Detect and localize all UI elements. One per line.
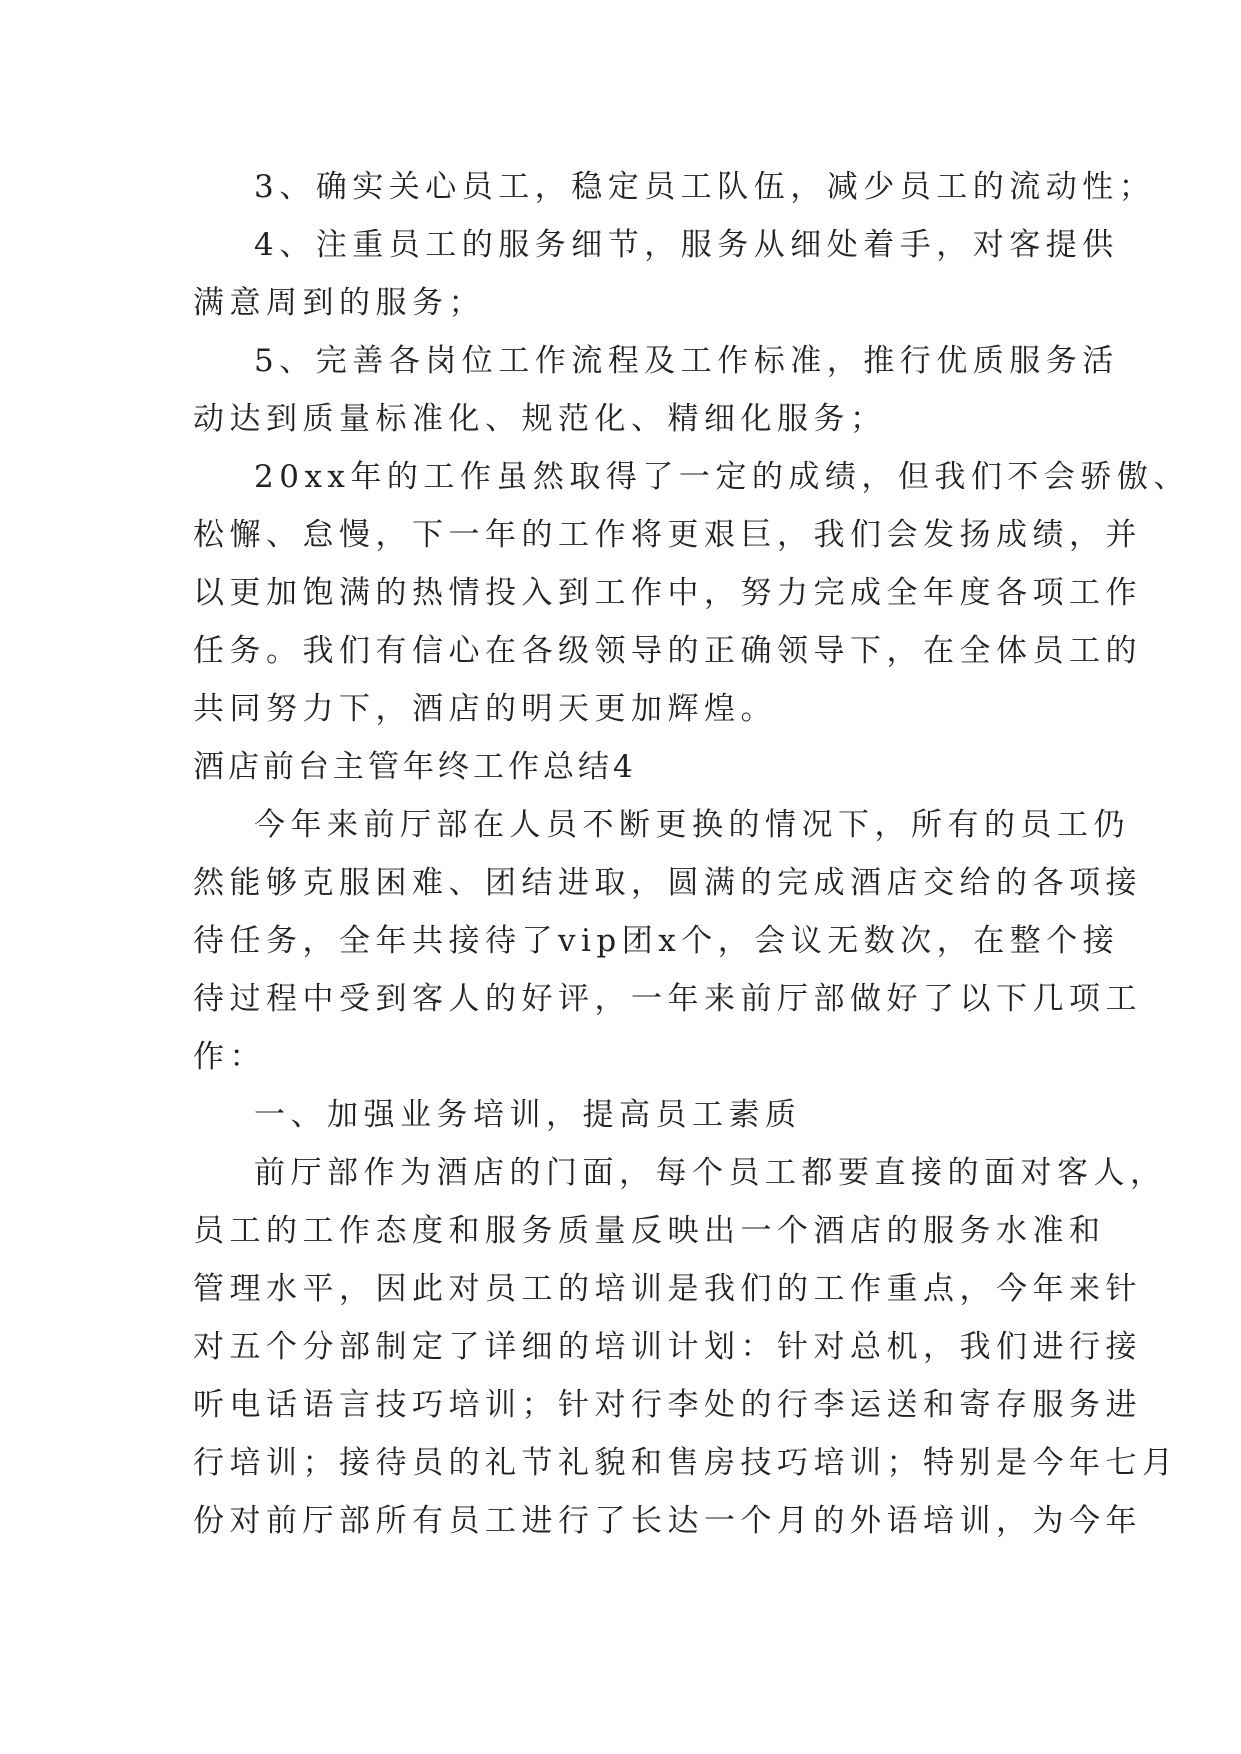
paragraph-line: 听电话语言技巧培训；针对行李处的行李运送和寄存服务进 bbox=[193, 1387, 1142, 1423]
paragraph-line: 5、完善各岗位工作流程及工作标准，推行优质服务活 bbox=[254, 343, 1119, 379]
paragraph-line: 管理水平，因此对员工的培训是我们的工作重点，今年来针 bbox=[193, 1271, 1142, 1307]
paragraph-line: 任务。我们有信心在各级领导的正确领导下，在全体员工的 bbox=[193, 633, 1142, 669]
paragraph-line: 共同努力下，酒店的明天更加辉煌。 bbox=[193, 691, 777, 727]
paragraph-line: 3、确实关心员工，稳定员工队伍，减少员工的流动性； bbox=[254, 169, 1156, 205]
paragraph-line: 待任务，全年共接待了vip团x个，会议无数次，在整个接 bbox=[193, 923, 1120, 959]
paragraph-line: 前厅部作为酒店的门面，每个员工都要直接的面对客人， bbox=[254, 1155, 1167, 1191]
paragraph-line: 满意周到的服务； bbox=[193, 285, 485, 321]
paragraph-line: 行培训；接待员的礼节礼貌和售房技巧培训；特别是今年七月 bbox=[193, 1445, 1179, 1481]
paragraph-line: 松懈、怠慢，下一年的工作将更艰巨，我们会发扬成绩，并 bbox=[193, 517, 1142, 553]
paragraph-line: 作： bbox=[193, 1039, 266, 1075]
paragraph-line: 以更加饱满的热情投入到工作中，努力完成全年度各项工作 bbox=[193, 575, 1142, 611]
paragraph-line: 对五个分部制定了详细的培训计划：针对总机，我们进行接 bbox=[193, 1329, 1142, 1365]
paragraph-line: 待过程中受到客人的好评，一年来前厅部做好了以下几项工 bbox=[193, 981, 1142, 1017]
subsection-heading: 一、加强业务培训，提高员工素质 bbox=[254, 1097, 802, 1133]
paragraph-line: 今年来前厅部在人员不断更换的情况下，所有的员工仍 bbox=[254, 807, 1130, 843]
paragraph-line: 动达到质量标准化、规范化、精细化服务； bbox=[193, 401, 887, 437]
paragraph-line: 份对前厅部所有员工进行了长达一个月的外语培训，为今年 bbox=[193, 1503, 1142, 1539]
section-heading: 酒店前台主管年终工作总结4 bbox=[193, 749, 637, 785]
paragraph-line: 20xx年的工作虽然取得了一定的成绩，但我们不会骄傲、 bbox=[254, 459, 1190, 495]
paragraph-line: 然能够克服困难、团结进取，圆满的完成酒店交给的各项接 bbox=[193, 865, 1142, 901]
paragraph-line: 4、注重员工的服务细节，服务从细处着手，对客提供 bbox=[254, 227, 1119, 263]
paragraph-line: 员工的工作态度和服务质量反映出一个酒店的服务水准和 bbox=[193, 1213, 1106, 1249]
